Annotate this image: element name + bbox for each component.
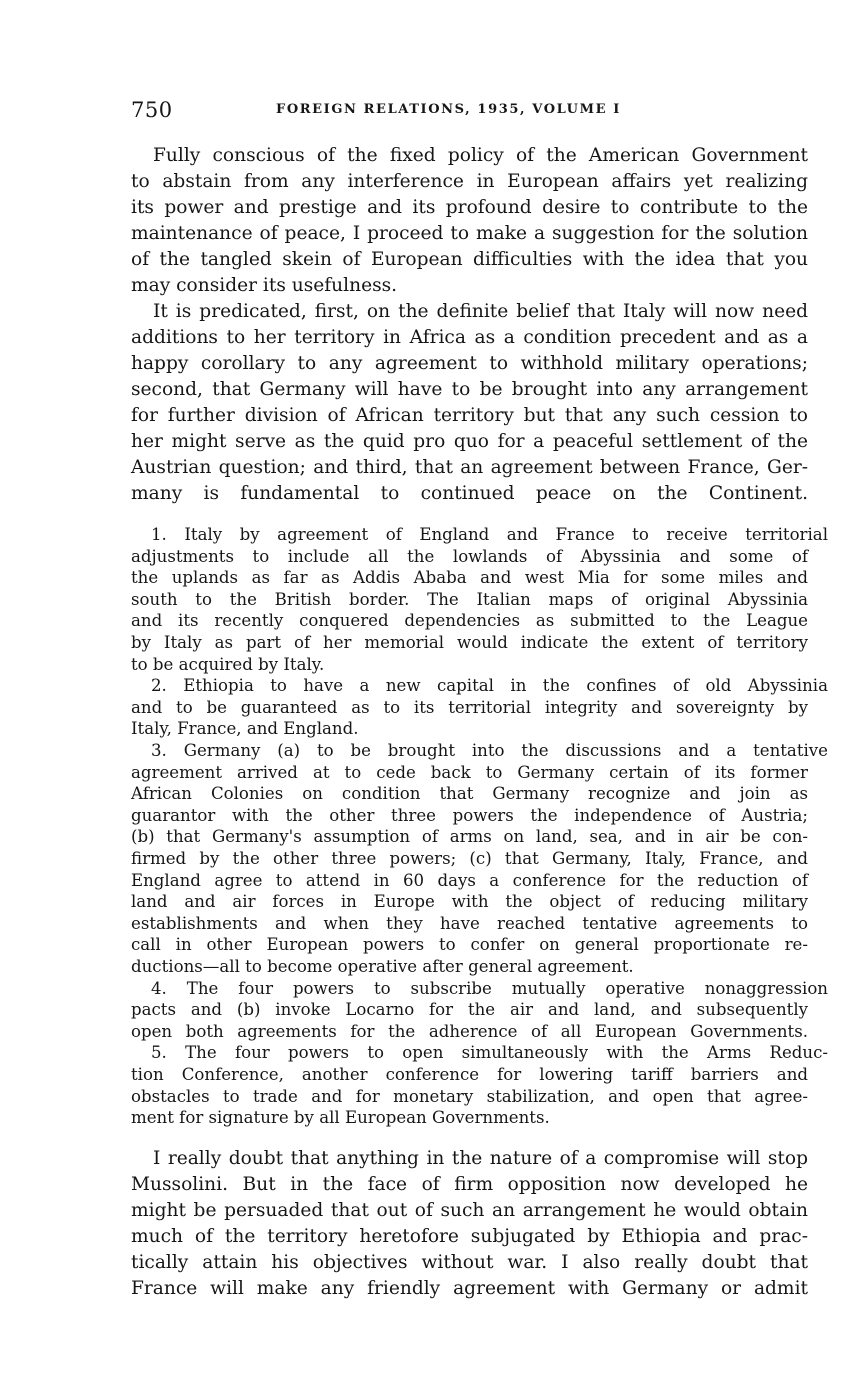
list-item-line: 3. Germany (a) to be brought into the discussions and a tentative [151,741,828,760]
list-item-line: ment for signature by all European Governments. [131,1108,550,1128]
text-line: of the tangled skein of European difficulties with the idea that you [131,249,808,270]
text-line: her might serve as the quid pro quo for a peaceful settlement of the [131,431,808,452]
list-item-line: 1. Italy by agreement of England and France to receive territorial [151,525,828,544]
list-item-line: establishments and when they have reached tentative agreements to [131,913,808,933]
text-line: to abstain from any interference in European affairs yet realizing [131,171,808,192]
list-item-line: to be acquired by Italy. [131,654,325,674]
text-line: Mussolini. But in the face of firm opposition now developed he [131,1174,808,1195]
list-item-line: tion Conference, another conference for lowering tariff barriers and [131,1065,808,1084]
text-line: its power and prestige and its profound desire to contribute to the [131,197,808,218]
running-head: FOREIGN RELATIONS, 1935, VOLUME I [276,102,621,117]
list-item-line: 2. Ethiopia to have a new capital in the confines of old Abyssinia [151,676,828,696]
list-item-line: (b) that Germany's assumption of arms on land, sea, and in air be con- [131,827,808,847]
list-item-line: firmed by the other three powers; (c) that Germany, Italy, France, and [131,849,808,868]
text-line: Fully conscious of the fixed policy of the American Government [153,145,808,166]
page-header [131,97,811,123]
list-item-line: agreement arrived at to cede back to Germany certain of its former [131,762,808,782]
list-item-line: Italy, France, and England. [131,719,359,739]
text-line: maintenance of peace, I proceed to make a suggestion for the solution [131,223,808,244]
list-item-line: adjustments to include all the lowlands of Abyssinia and some of [131,546,808,566]
text-line: happy corollary to any agreement to withhold military operations; [131,353,808,374]
list-item-line: south to the British border. The Italian maps of original Abyssinia [131,589,808,609]
text-line: for further division of African territory but that any such cession to [131,405,808,426]
list-item-line: ductions—all to become operative after general agreement. [131,957,634,976]
list-item-line: obstacles to trade and for monetary stabilization, and open that agree- [131,1086,808,1106]
text-line: much of the territory heretofore subjugated by Ethiopia and prac- [131,1226,808,1247]
text-line: Austrian question; and third, that an agreement between France, Ger- [131,457,808,478]
list-item-line: and to be guaranteed as to its territorial integrity and sovereignty by [131,697,808,717]
text-line: might be persuaded that out of such an arrangement he would obtain [131,1200,808,1221]
text-line: I really doubt that anything in the nature of a compromise will stop [153,1148,808,1169]
text-line: tically attain his objectives without war. I also really doubt that [131,1252,808,1273]
text-line: It is predicated, first, on the definite belief that Italy will now need [153,301,808,322]
list-item-line: African Colonies on condition that Germany recognize and join as [131,784,808,804]
list-item-line: open both agreements for the adherence of all European Governments. [131,1021,808,1041]
list-item-line: land and air forces in Europe with the object of reducing military [131,892,808,912]
list-item-line: call in other European powers to confer on general proportionate re- [131,935,808,955]
list-item-line: guarantor with the other three powers the independence of Austria; [131,805,808,825]
text-line: may consider its usefulness. [131,275,398,296]
list-item-line: 4. The four powers to subscribe mutually operative nonaggression [151,978,828,998]
text-line: France will make any friendly agreement with Germany or admit [131,1278,808,1299]
text-line: many is fundamental to continued peace on the Continent. [131,483,808,504]
list-item-line: 5. The four powers to open simultaneously with the Arms Reduc- [151,1043,828,1063]
text-line: additions to her territory in Africa as a condition precedent and as a [131,327,808,348]
list-item-line: pacts and (b) invoke Locarno for the air and land, and subsequently [131,1000,808,1020]
list-item-line: England agree to attend in 60 days a conference for the reduction of [131,870,808,890]
list-item-line: the uplands as far as Addis Ababa and west Mia for some miles and [131,568,808,588]
list-item-line: by Italy as part of her memorial would indicate the extent of territory [131,633,808,652]
list-item-line: and its recently conquered dependencies as submitted to the League [131,611,808,631]
page-number: 750 [131,98,173,122]
text-line: second, that Germany will have to be brought into any arrangement [131,379,808,400]
